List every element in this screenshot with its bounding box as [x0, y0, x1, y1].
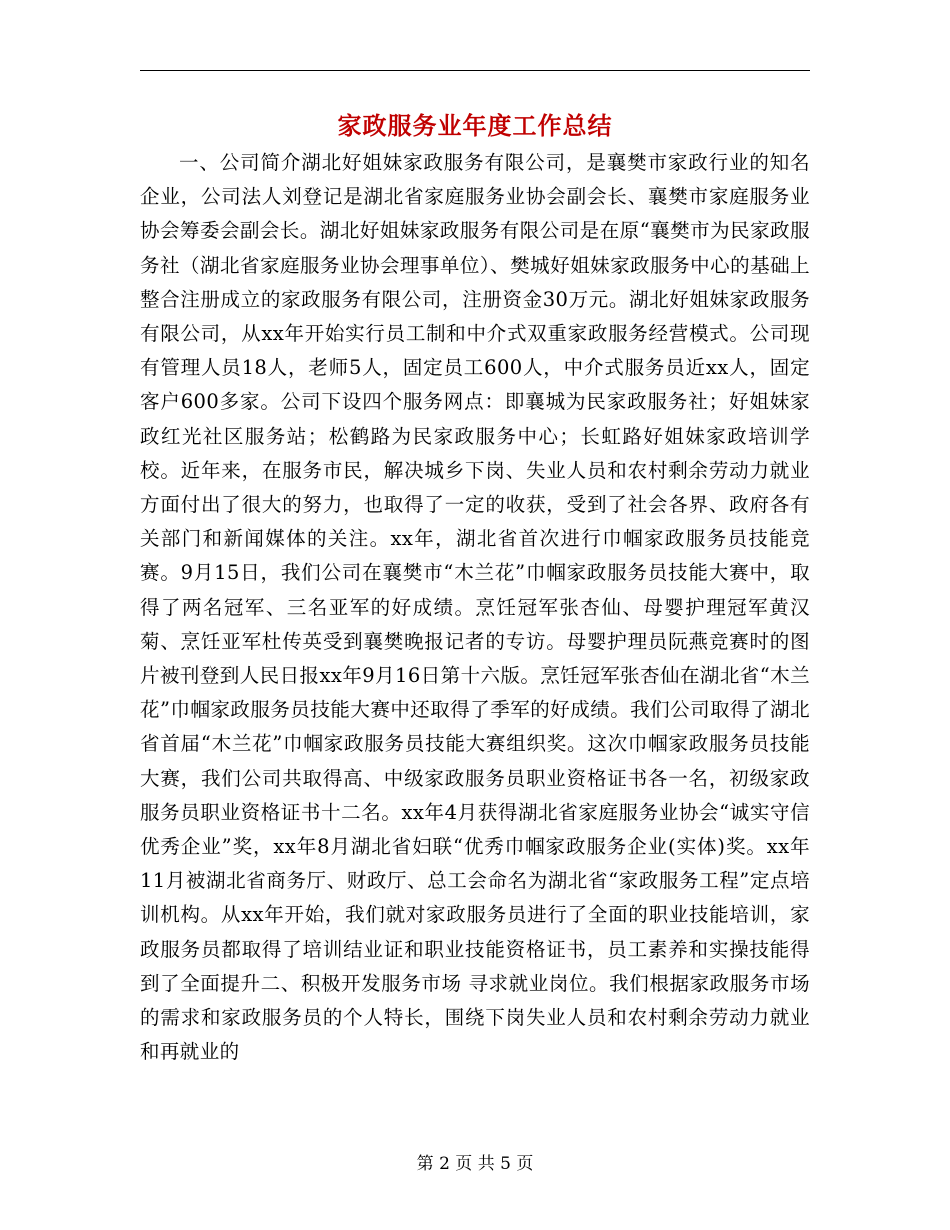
document-title: 家政服务业年度工作总结: [337, 111, 613, 140]
header-rule: [140, 70, 810, 71]
page-number: 第 2 页 共 5 页: [416, 1154, 534, 1174]
body-paragraph: 一、公司简介湖北好姐妹家政服务有限公司，是襄樊市家政行业的知名企业，公司法人刘登记是湖北省家庭服务业协会副会长、襄樊市家庭服务业协会筹委会副会长。湖北好姐妹家政服务有限公司是在原“襄樊市为民家政服务社（湖北省家庭服务业协会理事单位）、樊城好姐妹家政服务中心的基础上整合注册成立的家政服务有限公司，注册资金30万元。湖北好姐妹家政服务有限公司，从xx年开始实行员工制和中介式双重家政服务经营模式。公司现有管理人员18人，老师5人，固定员工600人，中介式服务员近xx人，固定客户600多家。公司下设四个服务网点：即襄城为民家政服务社；好姐妹家政红光社区服务站；松鹤路为民家政服务中心；长虹路好姐妹家政培训学校。近年来，在服务市民，解决城乡下岗、失业人员和农村剩余劳动力就业方面付出了很大的努力，也取得了一定的收获，受到了社会各界、政府各有关部门和新闻媒体的关注。xx年，湖北省首次进行巾帼家政服务员技能竞赛。9月15日，我们公司在襄樊市“木兰花”巾帼家政服务员技能大赛中，取得了两名冠军、三名亚军的好成绩。烹饪冠军张杏仙、母婴护理冠军黄汉菊、烹饪亚军杜传英受到襄樊晚报记者的专访。母婴护理员阮燕竞赛时的图片被刊登到人民日报xx年9月16日第十六版。烹饪冠军张杏仙在湖北省“木兰花”巾帼家政服务员技能大赛中还取得了季军的好成绩。我们公司取得了湖北省首届“木兰花”巾帼家政服务员技能大赛组织奖。这次巾帼家政服务员技能大赛，我们公司共取得高、中级家政服务员职业资格证书各一名，初级家政服务员职业资格证书十二名。xx年4月获得湖北省家庭服务业协会“诚实守信优秀企业”奖，xx年8月湖北省妇联“优秀巾帼家政服务企业(实体)奖。xx年11月被湖北省商务厅、财政厅、总工会命名为湖北省“家政服务工程”定点培训机构。从xx年开始，我们就对家政服务员进行了全面的职业技能培训，家政服务员都取得了培训结业证和职业技能资格证书，员工素养和实操技能得到了全面提升二、积极开发服务市场 寻求就业岗位。我们根据家政服务市场的需求和家政服务员的个人特长，围绕下岗失业人员和农村剩余劳动力就业和再就业的: [140, 151, 810, 1064]
